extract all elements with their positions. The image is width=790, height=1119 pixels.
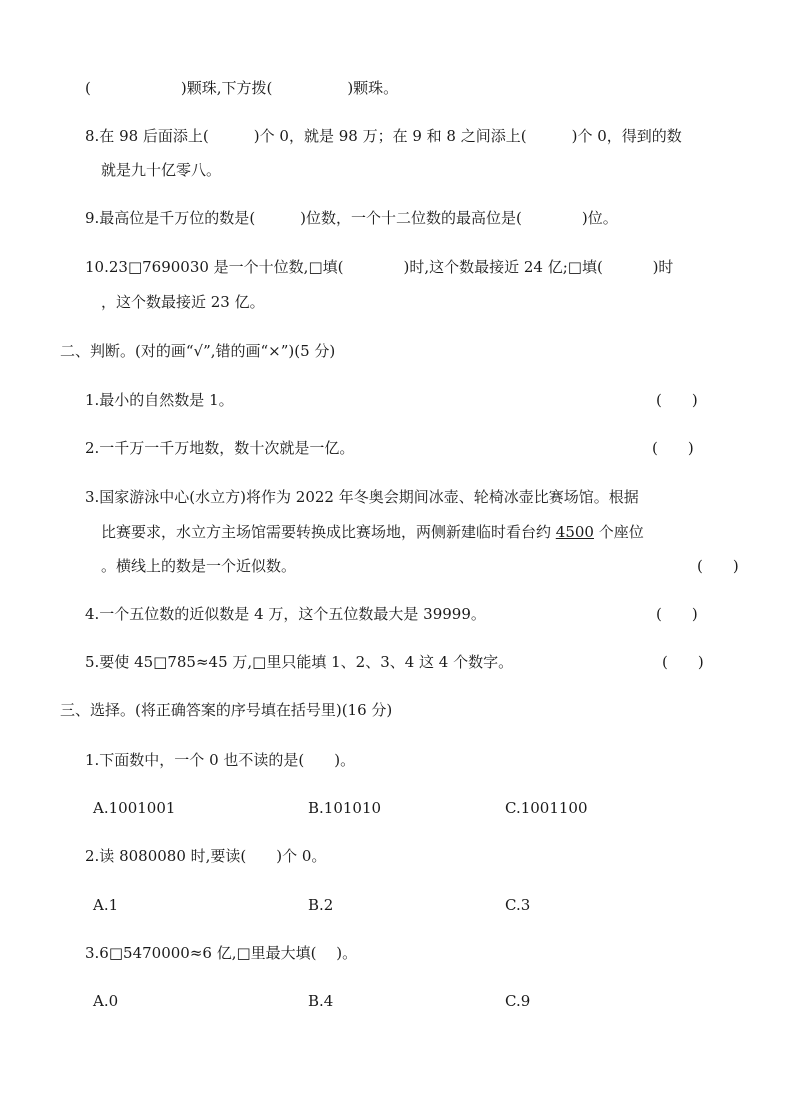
choice-question-1: 1.下面数中，一个 0 也不读的是( )。	[85, 751, 356, 769]
q9: 9.最高位是千万位的数是( )位数，一个十二位数的最高位是( )位。	[85, 209, 618, 227]
choice-question-3: 3.6□5470000≈6 亿,□里最大填( )。	[85, 944, 358, 962]
choice-option-3a: A.0	[93, 992, 119, 1010]
section-2-heading: 二、判断。(对的画“√”,错的画“×”)(5 分)	[60, 342, 336, 360]
section-3-heading: 三、选择。(将正确答案的序号填在括号里)(16 分)	[60, 701, 393, 719]
q10-line1: 10.23□7690030 是一个十位数,□填( )时,这个数最接近 24 亿;□填( )时	[85, 258, 674, 276]
judge-item-2: 2.一千万一千万地数，数十次就是一亿。	[85, 439, 355, 457]
choice-option-2a: A.1	[93, 896, 119, 914]
q7-continuation: ( )颗珠,下方拨( )颗珠。	[85, 79, 399, 97]
judge-item-3-line3: 。横线上的数是一个近似数。	[101, 557, 297, 575]
q8-line1: 8.在 98 后面添上( )个 0，就是 98 万；在 9 和 8 之间添上( )个 0，得到的数	[85, 127, 682, 145]
judge-bracket-2: ( )	[652, 439, 694, 457]
judge-bracket-1: ( )	[656, 391, 698, 409]
choice-option-3b: B.4	[308, 992, 334, 1010]
choice-option-1b: B.101010	[308, 799, 382, 817]
judge-item-3-pre: 比赛要求，水立方主场馆需要转换成比赛场地，两侧新建临时看台约	[101, 523, 556, 541]
judge-item-3-line1: 3.国家游泳中心(水立方)将作为 2022 年冬奥会期间冰壶、轮椅冰壶比赛场馆。根据	[85, 488, 639, 506]
choice-option-1a: A.1001001	[93, 799, 176, 817]
q10-line2: ，这个数最接近 23 亿。	[101, 293, 265, 311]
choice-option-2b: B.2	[308, 896, 334, 914]
choice-option-1c: C.1001100	[505, 799, 588, 817]
choice-option-2c: C.3	[505, 896, 531, 914]
judge-bracket-3: ( )	[697, 557, 739, 575]
judge-bracket-5: ( )	[662, 653, 704, 671]
choice-option-3c: C.9	[505, 992, 531, 1010]
judge-item-5: 5.要使 45□785≈45 万,□里只能填 1、2、3、4 这 4 个数字。	[85, 653, 514, 671]
judge-item-1: 1.最小的自然数是 1。	[85, 391, 234, 409]
judge-item-3-line2	[101, 522, 644, 542]
judge-bracket-4: ( )	[656, 605, 698, 623]
judge-item-3-post: 个座位	[593, 523, 644, 541]
q8-line2: 就是九十亿零八。	[101, 161, 222, 179]
judge-item-4: 4.一个五位数的近似数是 4 万，这个五位数最大是 39999。	[85, 605, 486, 623]
choice-question-2: 2.读 8080080 时,要读( )个 0。	[85, 847, 327, 865]
underlined-number: 4500	[555, 523, 594, 541]
